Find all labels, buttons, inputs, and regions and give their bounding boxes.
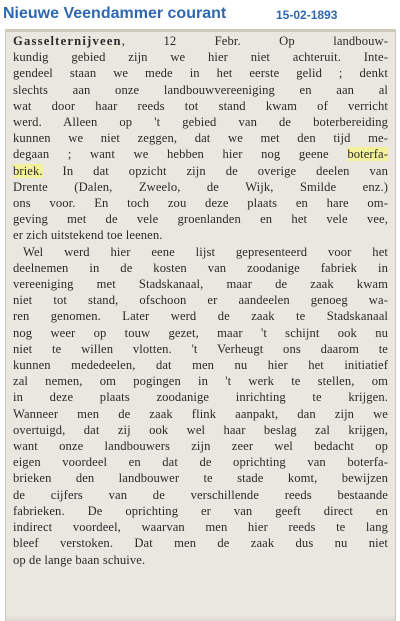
article-line: ons voor. En toch zou deze plaats en hare om- xyxy=(13,196,388,211)
article-line: indirect voordeel, waarvan men hier reeds te lang xyxy=(13,520,388,535)
article-line: eigen voordeel en dat de oprichting van boterfa- xyxy=(13,455,388,470)
clipping-bottom-edge xyxy=(6,615,395,621)
article-line: fabrieken. De oprichting er van geeft direct en xyxy=(13,503,388,518)
article-line: geving met de vele groenlanden en het vele vee, xyxy=(13,212,388,227)
newspaper-clipping xyxy=(5,29,396,621)
newspaper-title: Nieuwe Veendammer courant xyxy=(3,5,227,22)
article-line: nog weer op touw gezet, maar 't schijnt ook nu xyxy=(13,325,388,340)
article-line: niet te willen vlotten. 't Verheugt ons daarom te xyxy=(13,341,388,356)
article-line: zal nemen, om pogingen in 't werk te stellen, om xyxy=(13,374,388,389)
article-line: er zich uitstekend toe leenen. xyxy=(13,228,163,243)
article-line-part: degaan ; want we hebben hier nog geene xyxy=(13,147,348,162)
highlighted-search-term: briek. xyxy=(13,163,43,178)
dateline-rest: , 12 Febr. Op landbouw- xyxy=(121,34,388,48)
publication-date: 15-02-1893 xyxy=(276,8,338,22)
article-line: deelnemen in de kosten van zoodanige fabriek in xyxy=(13,260,388,275)
article-line: kundig gebied zijn we hier niet achteruit. Inte- xyxy=(13,50,388,65)
article-line: werd. Alleen op 't gebied van de boterbereiding xyxy=(13,115,388,130)
article-line: wat door haar reeds tot stand kwam of verricht xyxy=(13,98,388,113)
article-line xyxy=(13,146,388,162)
article-line: overtuigd, dat zij ook wel haar beslag zal krijgen, xyxy=(13,422,388,437)
article-line: brieken den landbouwer te stade komt, bewijzen xyxy=(13,471,388,486)
article-line: Wel werd hier eene lijst gepresenteerd voor het xyxy=(23,244,388,259)
article-line: kunnen we niet zeggen, dat we met den tijd me- xyxy=(13,131,388,146)
article-line: de cijfers van de verschillende reeds bestaande xyxy=(13,487,388,502)
article-line: op de lange baan schuive. xyxy=(13,552,146,567)
clipping-header xyxy=(0,0,400,30)
highlighted-search-term: boterfa- xyxy=(347,147,388,162)
article-line xyxy=(13,163,388,179)
article-text xyxy=(13,33,388,568)
article-line: in deze plaats zoodanige inrichting te krijgen. xyxy=(13,390,388,405)
article-line xyxy=(13,33,388,49)
article-line: kunnen mededeelen, dat men nu hier het initiatief xyxy=(13,358,388,373)
article-line: vereeniging met Stadskanaal, maar de zaak kwam xyxy=(13,277,388,292)
article-line: slechts aan onze landbouwvereeniging en aan al xyxy=(13,82,388,97)
article-line: niet tot stand, ofschoon er aandeelen genoeg wa- xyxy=(13,293,388,308)
article-line: gendeel staan we mede in het eerste gelid ; denkt xyxy=(13,66,388,81)
article-line: Wanneer men de zaak flink aanpakt, dan zijn we xyxy=(13,406,388,421)
article-line: bleef verstoken. Dat men de zaak dus nu niet xyxy=(13,536,388,551)
article-line: Drente (Dalen, Zweelo, de Wijk, Smilde enz.) xyxy=(13,179,388,194)
article-line-part: In dat opzicht zijn de overige deelen van xyxy=(42,163,388,178)
article-line: want onze landbouwers zijn zeer wel bedacht op xyxy=(13,439,388,454)
article-line: ren genomen. Later werd de zaak te Stadskanaal xyxy=(13,309,388,324)
dateline-place: Gasselternijveen xyxy=(13,34,122,48)
